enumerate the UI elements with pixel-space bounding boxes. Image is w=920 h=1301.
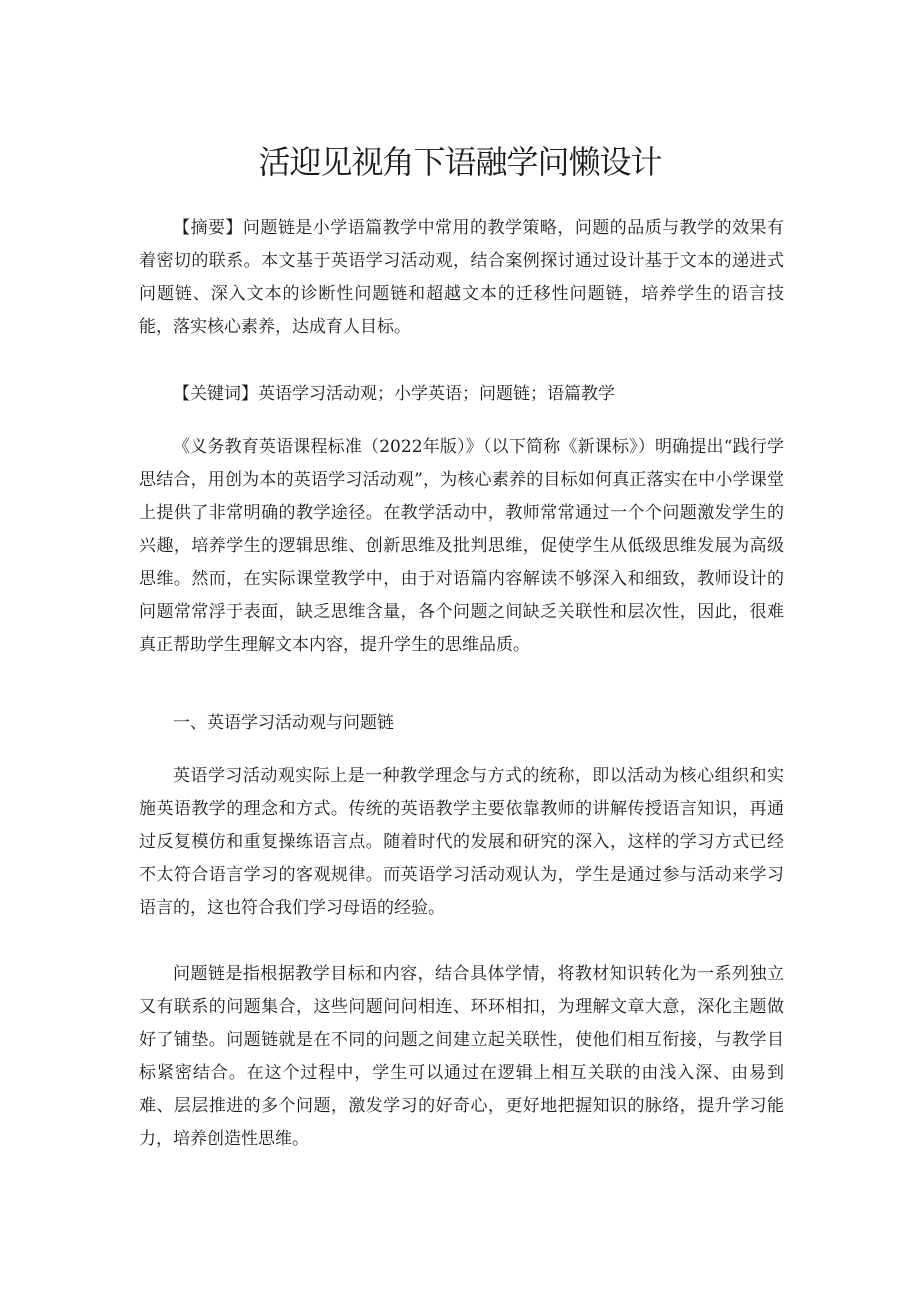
section-heading: 一、英语学习活动观与问题链 (173, 713, 394, 733)
keywords-paragraph: 【关键词】英语学习活动观；小学英语；问题链；语篇教学 (173, 384, 615, 404)
abstract-paragraph: 【摘要】问题链是小学语篇教学中常用的教学策略，问题的品质与教学的效果有着密切的联系。本文基于英语学习活动观，结合案例探讨通过设计基于文本的递进式问题链、深入文本的诊断性问题链和超越文本的迁移性问题链，培养学生的语言技能，落实核心素养，达成育人目标。 (139, 218, 784, 337)
document-title: 活迎见视角下语融学问懒设计 (258, 143, 662, 181)
body-paragraph: 英语学习活动观实际上是一种教学理念与方式的统称，即以活动为核心组织和实施英语教学的理念和方式。传统的英语教学主要依靠教师的讲解传授语言知识，再通过反复模仿和重复操练语言点。随着时代的发展和研究的深入，这样的学习方式已经不太符合语言学习的客观规律。而英语学习活动观认为，学生是通过参与活动来学习语言的，这也符合我们学习母语的经验。 (139, 766, 784, 918)
body-paragraph: 问题链是指根据教学目标和内容，结合具体学情，将教材知识转化为一系列独立又有联系的问题集合，这些问题问问相连、环环相扣，为理解文章大意，深化主题做好了铺垫。问题链就是在不同的问题之间建立起关联性，使他们相互衔接，与教学目标紧密结合。在这个过程中，学生可以通过在逻辑上相互关联的由浅入深、由易到难、层层推进的多个问题，激发学习的好奇心，更好地把握知识的脉络，提升学习能力，培养创造性思维。 (139, 964, 784, 1149)
intro-paragraph: 《义务教育英语课程标准（2022年版）》（以下简称《新课标》）明确提出“践行学思结合，用创为本的英语学习活动观”，为核心素养的目标如何真正落实在中小学课堂上提供了非常明确的教学途径。在教学活动中，教师常常通过一个个问题激发学生的兴趣，培养学生的逻辑思维、创新思维及批判思维，促使学生从低级思维发展为高级思维。然而，在实际课堂教学中，由于对语篇内容解读不够深入和细致，教师设计的问题常常浮于表面，缺乏思维含量，各个问题之间缺乏关联性和层次性，因此，很难真正帮助学生理解文本内容，提升学生的思维品质。 (139, 437, 784, 655)
